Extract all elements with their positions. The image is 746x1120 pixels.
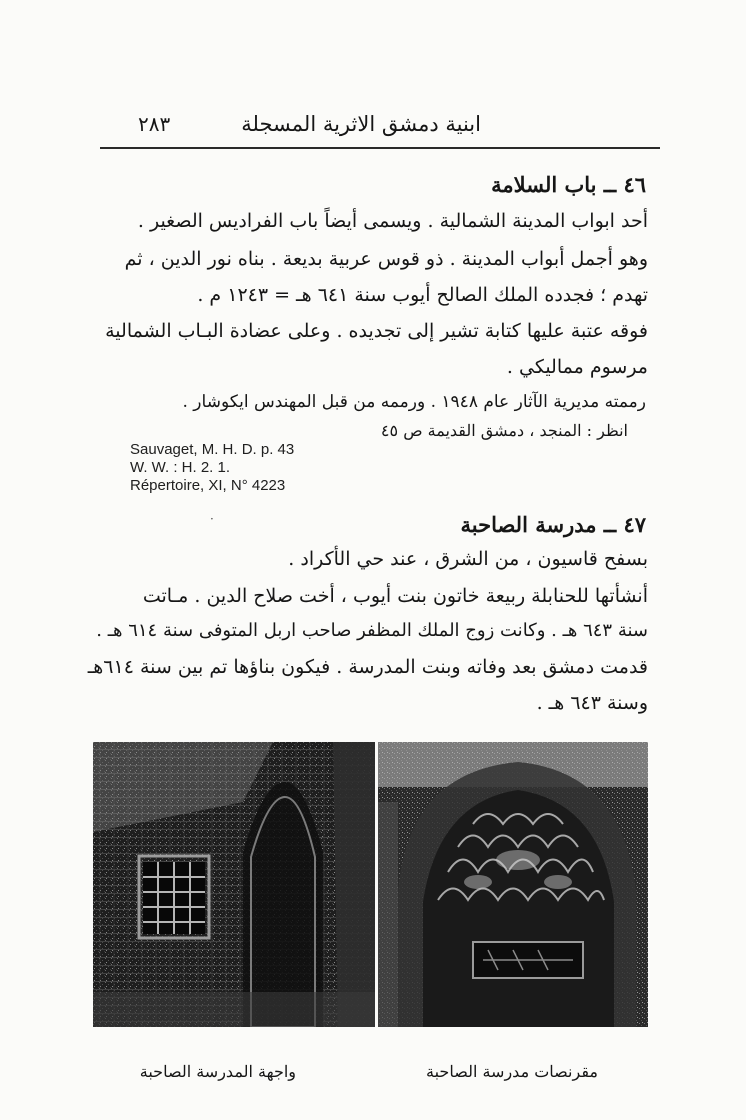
entry-47-line-2: أنشأتها للحنابلة ربيعة خاتون بنت أيوب ، أخت صلاح الدين . مـاتت (142, 585, 648, 607)
entry-46-heading: ٤٦ ــ باب السلامة (491, 172, 646, 197)
entry-46-restoration-note: رممته مديرية الآثار عام ١٩٤٨ . ورممه من قبل المهندس ايكوشار . (182, 392, 646, 412)
running-header-title: ابنية دمشق الاثرية المسجلة (241, 112, 481, 136)
caption-left-photo: واجهة المدرسة الصاحبة (139, 1062, 296, 1081)
entry-47-heading: ٤٧ ــ مدرسة الصاحبة (460, 512, 646, 537)
entry-47-line-1: بسفح قاسيون ، من الشرق ، عند حي الأكراد . (288, 548, 648, 570)
entry-46-reference-latin-3: Répertoire, XI, N° 4223 (130, 477, 286, 494)
entry-47-line-3: سنة ٦٤٣ هـ . وكانت زوج الملك المظفر صاحب اربل المتوفى سنة ٦١٤ هـ . (96, 620, 648, 641)
entry-46-line-5: مرسوم مماليكي . (506, 356, 648, 378)
page-number: ٢٨٣ (138, 112, 171, 136)
caption-right-photo: مقرنصات مدرسة الصاحبة (426, 1062, 598, 1081)
print-speck: · (210, 512, 214, 526)
entry-47-line-5: وسنة ٦٤٣ هـ . (536, 692, 648, 714)
entry-46-line-2: وهو أجمل أبواب المدينة . ذو قوس عربية بديعة . بناه نور الدين ، ثم (124, 248, 648, 270)
photo-madrasa-facade (93, 742, 375, 1027)
photo-madrasa-muqarnas (378, 742, 648, 1027)
entry-46-line-1: أحد ابواب المدينة الشمالية . ويسمى أيضاً باب الفراديس الصغير . (137, 210, 648, 232)
entry-46-reference-latin-1: Sauvaget, M. H. D. p. 43 (130, 441, 295, 458)
entry-46-line-4: فوقه عتبة عليها كتابة تشير إلى تجديده . وعلى عضادة البـاب الشمالية (105, 320, 648, 342)
entry-46-reference-latin-2: W. W. : H. 2. 1. (130, 459, 231, 476)
header-rule (100, 147, 660, 149)
entry-46-reference-ar: انظر : المنجد ، دمشق القديمة ص ٤٥ (380, 421, 628, 440)
entry-47-line-4: قدمت دمشق بعد وفاته وبنت المدرسة . فيكون بناؤها تم بين سنة ٦١٤هـ (87, 656, 648, 678)
entry-46-line-3: تهدم ؛ فجدده الملك الصالح أيوب سنة ٦٤١ هـ = ١٢٤٣ م . (197, 284, 648, 306)
